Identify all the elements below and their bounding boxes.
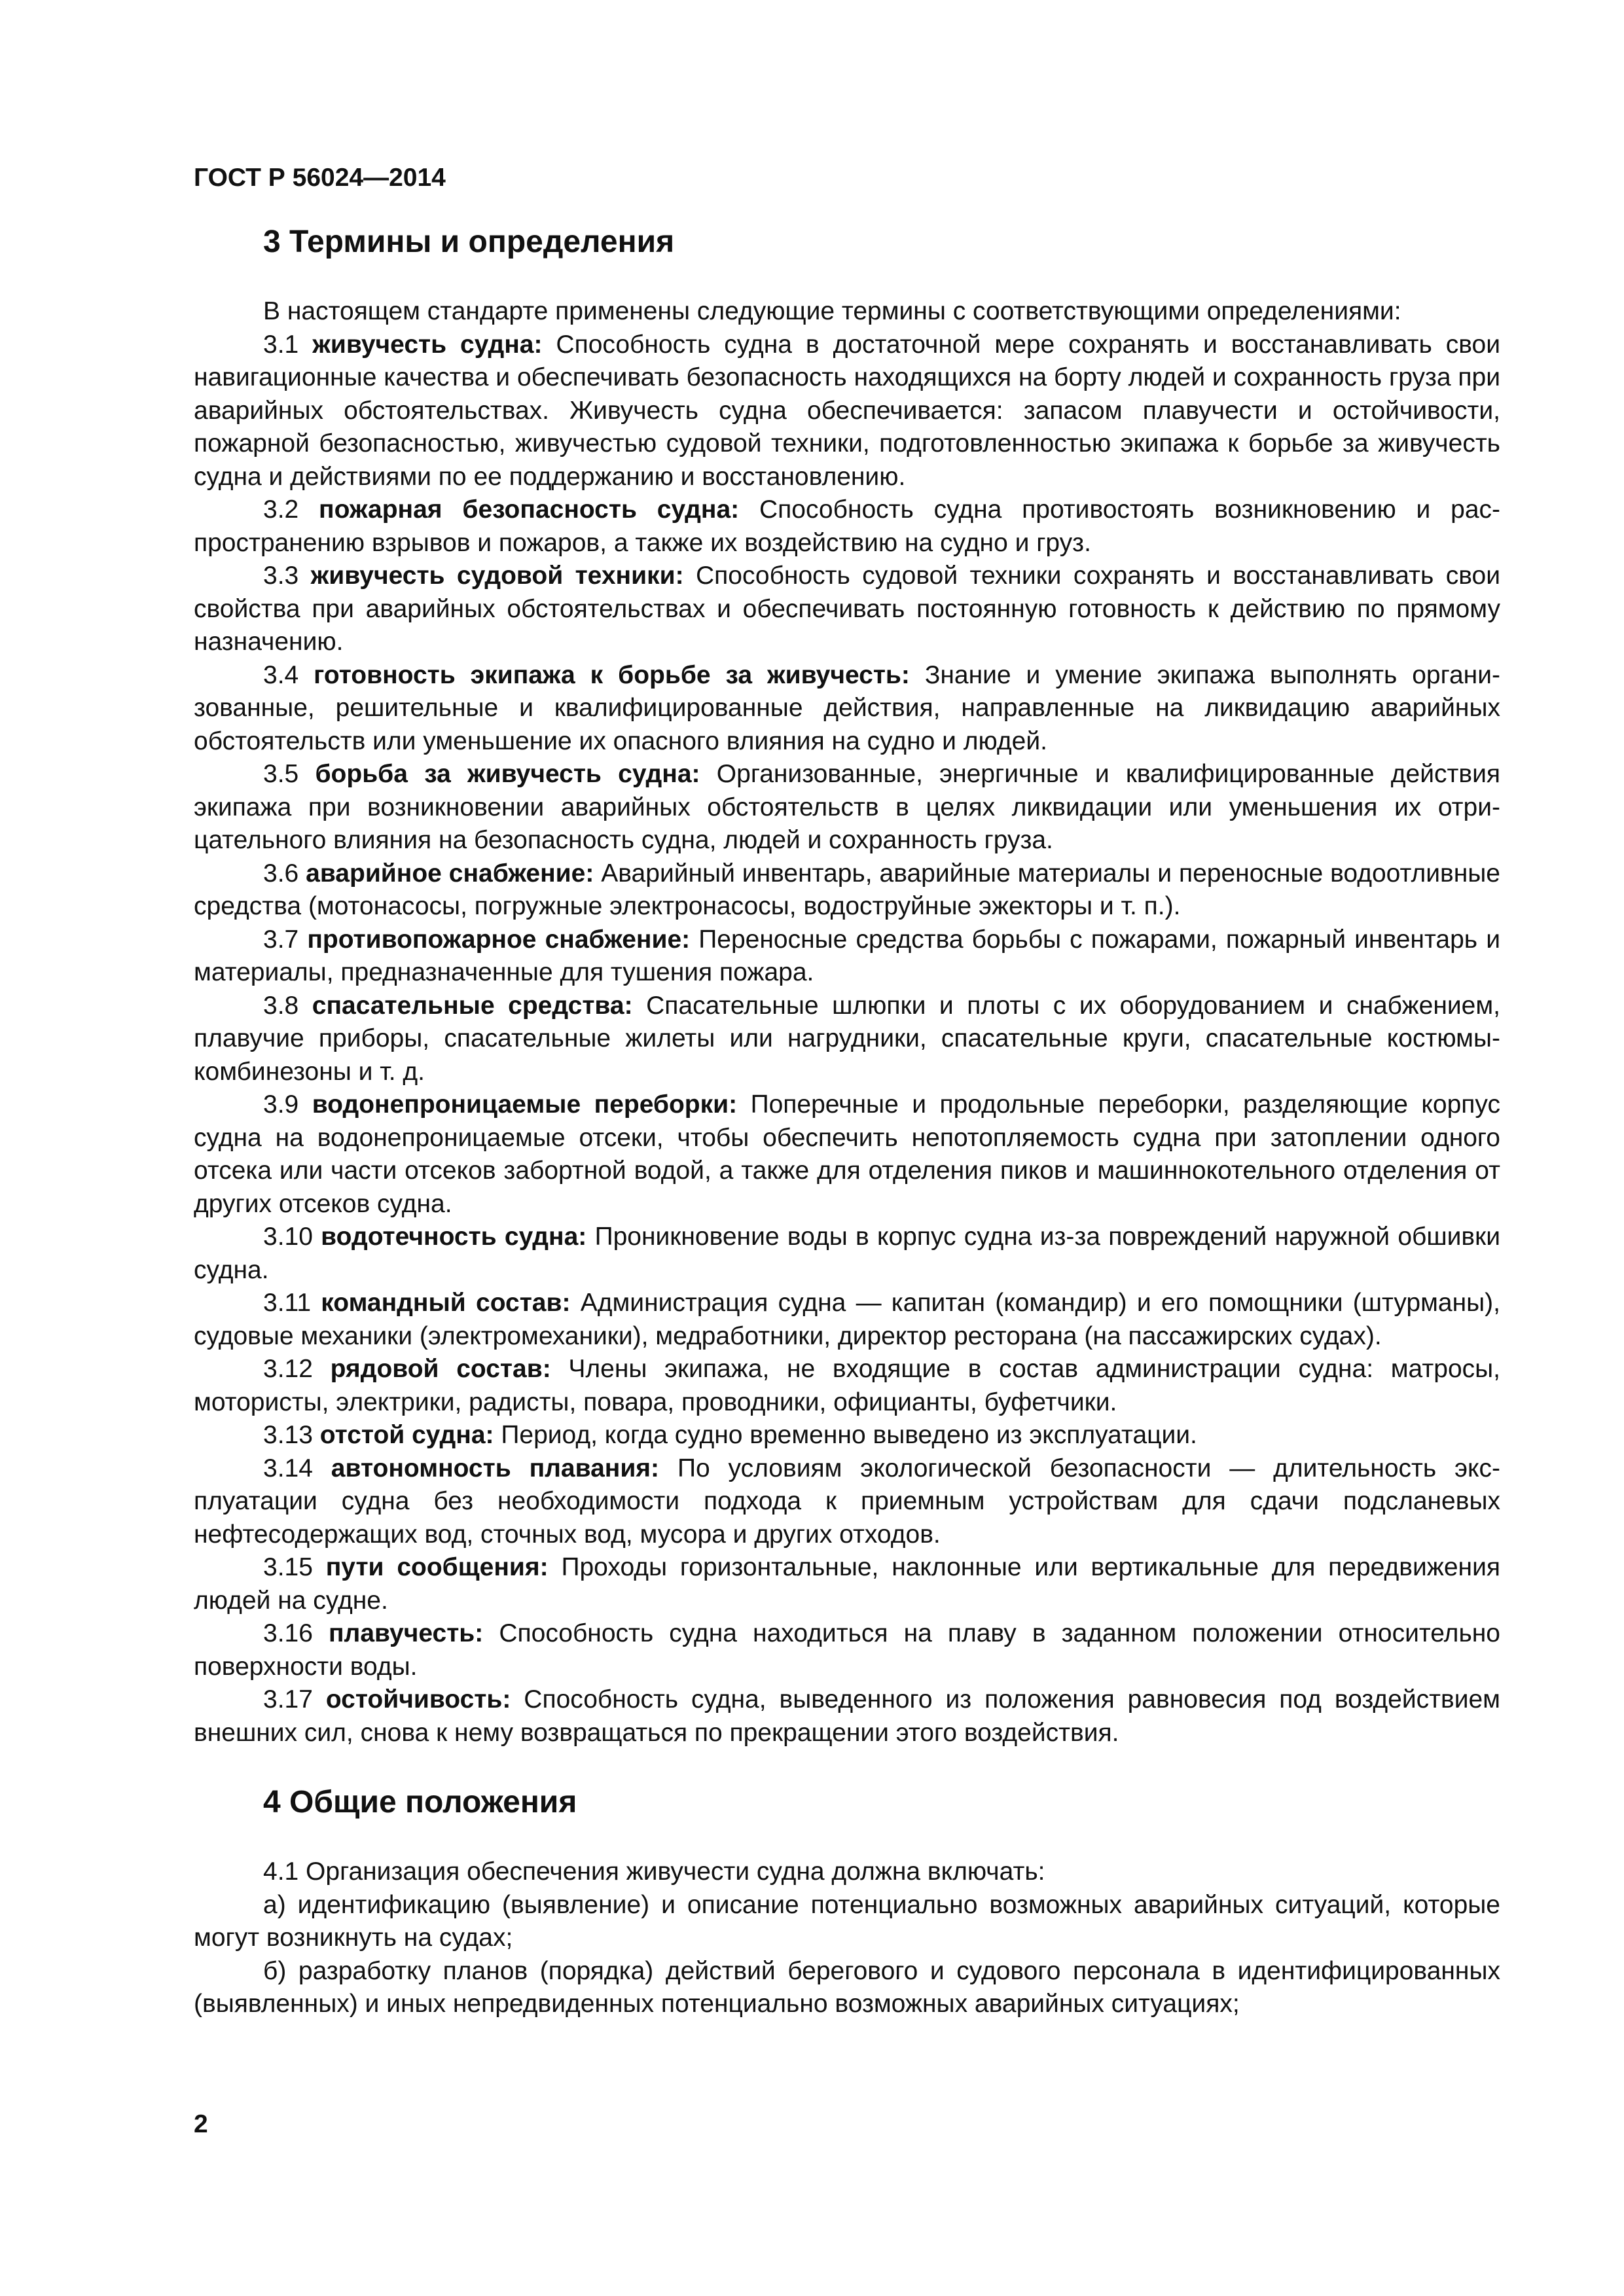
term-name: отстой судна:	[319, 1421, 494, 1449]
term-number: 3.17	[263, 1685, 313, 1713]
term-definition	[194, 1683, 1500, 1749]
term-definition-text: Спасательные шлюпки и плоты с их оборудованием и снабжением, плавучие приборы, спасательные жилеты или нагрудники, спасательные круги, спасательные костюмы-комбинезоны и т. д.	[194, 991, 1501, 1086]
term-number: 3.13	[263, 1421, 313, 1449]
term-definition-text: Аварийный инвентарь, аварийные материалы и переносные водоотливные средства (мотонасосы, погружные электронасосы, водоструйные эжекторы и т. п.).	[194, 859, 1500, 920]
term-name: противопожарное снабжение:	[307, 925, 691, 954]
term-number: 3.4	[263, 660, 299, 689]
term-definition	[194, 1088, 1500, 1221]
term-definition-text: Переносные средства борьбы с пожарами, пожарный инвентарь и материалы, предназначенные для тушения пожара.	[194, 925, 1500, 986]
section-3-title: 3 Термины и определения	[263, 224, 675, 259]
term-definition-text: Способность судовой техники сохранять и восстанавливать свои свойства при аварийных обстоятельствах и обеспечивать постоянную готовность к действию по прямому назначению.	[194, 562, 1500, 656]
term-definition	[194, 1287, 1500, 1353]
term-definition-text: Организованные, энергичные и квалифицированные действия экипажа при возникновении аварийных обстоятельств в целях ликвидации или уменьшения их отрицательного влияния на безопасность судна, людей и сохранность груза.	[194, 760, 1501, 854]
term-name: живучесть судовой техники:	[310, 562, 684, 590]
term-number: 3.7	[263, 925, 299, 954]
section-4-item-a: а) идентификацию (выявление) и описание потенциально возможных аварийных ситуаций, которые могут возникнуть на судах;	[194, 1890, 1500, 1952]
term-definition-text: Проникновение воды в корпус судна из-за повреждений наружной обшивки судна.	[194, 1223, 1500, 1284]
term-definition	[194, 493, 1500, 560]
term-name: аварийное снабжение:	[306, 859, 594, 888]
section-3-body	[194, 295, 1500, 1749]
term-number: 3.14	[263, 1454, 313, 1482]
term-name: водотечность судна:	[321, 1223, 587, 1251]
term-name: борьба за живучесть судна:	[315, 760, 700, 788]
term-definition-text: Члены экипажа, не входящие в состав администрации судна: матросы, мотористы, электрики, радисты, повара, проводники, официанты, буфетчики.	[194, 1355, 1501, 1416]
term-number: 3.16	[263, 1619, 313, 1647]
term-name: водонепроницаемые переборки:	[312, 1090, 738, 1119]
term-number: 3.15	[263, 1553, 313, 1581]
term-definition-text: Проходы горизонтальные, наклонные или вертикальные для передвижения людей на судне.	[194, 1553, 1500, 1615]
term-definition	[194, 659, 1500, 759]
term-definition	[194, 990, 1500, 1089]
term-number: 3.12	[263, 1355, 313, 1383]
term-definition-text: Администрация судна — капитан (командир) и его помощники (штурманы), судовые механики (электромеханики), медработники, директор ресторана (на пассажирских судах).	[194, 1289, 1500, 1350]
term-name: живучесть судна:	[312, 330, 543, 359]
term-name: командный состав:	[321, 1289, 571, 1317]
section-4-title: 4 Общие положения	[263, 1785, 577, 1820]
term-definition	[194, 1452, 1500, 1552]
term-number: 3.9	[263, 1090, 299, 1119]
term-number: 3.3	[263, 562, 299, 590]
section-4-paragraph: 4.1 Организация обеспечения живучести судна должна включать:	[263, 1857, 1045, 1886]
term-name: автономность плавания:	[331, 1454, 660, 1482]
term-definition	[194, 329, 1500, 494]
term-definition	[194, 1617, 1500, 1683]
term-definition-text: Поперечные и продольные переборки, разделяющие корпус судна на водонепроницаемые отсеки, чтобы обеспечить непотопляемость судна при затоплении одного отсека или части отсеков забортной водой, а также для отделения пиков и машиннокотельного отделения от других отсеков судна.	[194, 1090, 1500, 1218]
document-code: ГОСТ Р 56024—2014	[194, 164, 446, 192]
terms-list	[194, 329, 1500, 1750]
term-name: готовность экипажа к борьбе за живучесть:	[314, 660, 910, 689]
section-4-item-b: б) разработку планов (порядка) действий берегового и судового персонала в идентифицированных (выявленных) и иных непредвиденных потенциально возможных аварийных ситуациях;	[194, 1956, 1500, 2018]
term-number: 3.8	[263, 991, 299, 1020]
term-name: плавучесть:	[328, 1619, 484, 1647]
term-name: остойчивость:	[325, 1685, 511, 1713]
term-definition-text: Способность судна находиться на плаву в заданном положении относительно поверхности воды.	[194, 1619, 1500, 1681]
section-3-intro: В настоящем стандарте применены следующие термины с соответствующими определениями:	[263, 297, 1401, 325]
term-definition	[194, 1551, 1500, 1617]
term-name: пути сообщения:	[325, 1553, 549, 1581]
term-number: 3.1	[263, 330, 299, 359]
term-name: спасательные средства:	[312, 991, 633, 1020]
term-definition	[194, 1353, 1500, 1419]
section-4-body	[194, 1856, 1500, 2021]
term-definition-text: Способность судна, выведенного из положения равновесия под воздействием внешних сил, снова к нему возвращаться по прекращении этого воздействия.	[194, 1685, 1500, 1747]
term-definition-text: Период, когда судно временно выведено из эксплуатации.	[501, 1421, 1197, 1449]
term-definition	[194, 1221, 1500, 1287]
term-definition-text: Способность судна противостоять возникновению и распространению взрывов и пожаров, а также их воздействию на судно и груз.	[194, 495, 1501, 557]
page-number: 2	[194, 2110, 208, 2138]
term-definition	[194, 857, 1500, 924]
term-number: 3.11	[263, 1289, 312, 1317]
term-name: рядовой состав:	[330, 1355, 551, 1383]
term-definition-text: По условиям экологической безопасности — длительность эксплуатации судна без необходимости подхода к приемным устройствам для сдачи подсланевых нефтесодержащих вод, сточных вод, мусора и других отходов.	[194, 1454, 1501, 1549]
term-definition-text: Способность судна в достаточной мере сохранять и восстанавливать свои навигационные качества и обеспечивать безопасность находящихся на борту людей и сохранность груза при аварийных обстоятельствах. Живучесть судна обеспечивается: запасом плавучести и остойчивости, пожарной безопасностью, живучестью судовой техники, подготовленностью экипажа к борьбе за живучесть судна и действиями по ее поддержанию и восстановлению.	[194, 330, 1500, 491]
term-number: 3.5	[263, 760, 299, 788]
term-definition	[194, 924, 1500, 990]
term-definition	[194, 560, 1500, 659]
term-definition	[194, 758, 1500, 857]
term-number: 3.10	[263, 1223, 313, 1251]
term-definition	[194, 1419, 1500, 1452]
term-number: 3.2	[263, 495, 299, 524]
term-number: 3.6	[263, 859, 299, 888]
term-name: пожарная безопасность судна:	[319, 495, 740, 524]
term-definition-text: Знание и умение экипажа выполнять организованные, решительные и квалифицированные действия, направленные на ликвидацию аварийных обстоятельств или уменьшение их опасного влияния на судно и людей.	[194, 660, 1500, 755]
